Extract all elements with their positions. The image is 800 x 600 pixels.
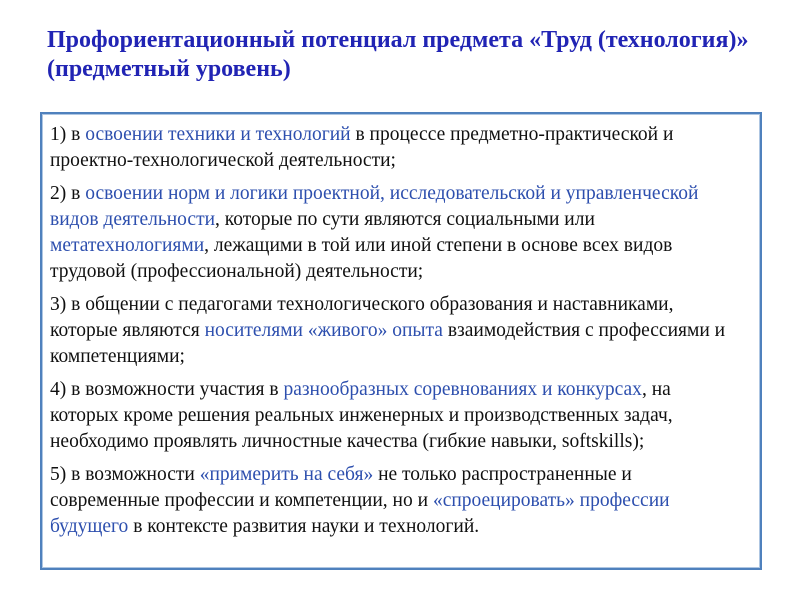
highlight-text: «примерить на себя» [199,464,374,485]
highlight-text: носителями «живого» опыта [204,320,443,341]
page-title-line-1: Профориентационный потенциал предмета «Труд (технология)» [47,27,749,53]
list-item [50,377,740,455]
plain-text: 3) в общении с педагогами технологического образования и наставниками, которые являются [50,294,674,341]
plain-text: в контексте развития науки и технологий. [128,516,480,537]
plain-text: , лежащими в той или иной степени в основе всех видов трудовой (профессиональной) деятельности; [50,235,673,282]
list-item [50,122,740,174]
plain-text: взаимодействия с профессиями и компетенциями; [50,320,726,367]
highlight-text: освоении техники и технологий [85,124,351,145]
content-list [50,122,740,540]
highlight-text: разнообразных соревнованиях и конкурсах [283,379,642,400]
plain-text: , которые по сути являются социальными или [215,209,595,230]
highlight-text: метатехнологиями [50,235,205,256]
content-box [40,112,762,570]
plain-text: не только распространенные и современные профессии и компетенции, но и [50,464,632,511]
plain-text: 5) в возможности [50,464,200,485]
plain-text: , на которых кроме решения реальных инженерных и производственных задач, необходимо проявлять личностные качества (гибкие навыки, softskills); [50,379,673,452]
plain-text: 2) в [50,183,86,204]
page-title-line-2: (предметный уровень) [47,56,291,82]
highlight-text: освоении норм и логики проектной, исследовательской и управленческой видов деятельности [50,183,699,230]
highlight-text: «спроецировать» профессии будущего [50,490,670,537]
plain-text: в процессе предметно-практической и проектно-технологической деятельности; [50,124,674,171]
list-item [50,292,740,370]
plain-text: 4) в возможности участия в [50,379,284,400]
page-title [47,26,757,84]
list-item [50,462,740,540]
list-item [50,181,740,285]
plain-text: 1) в [50,124,86,145]
